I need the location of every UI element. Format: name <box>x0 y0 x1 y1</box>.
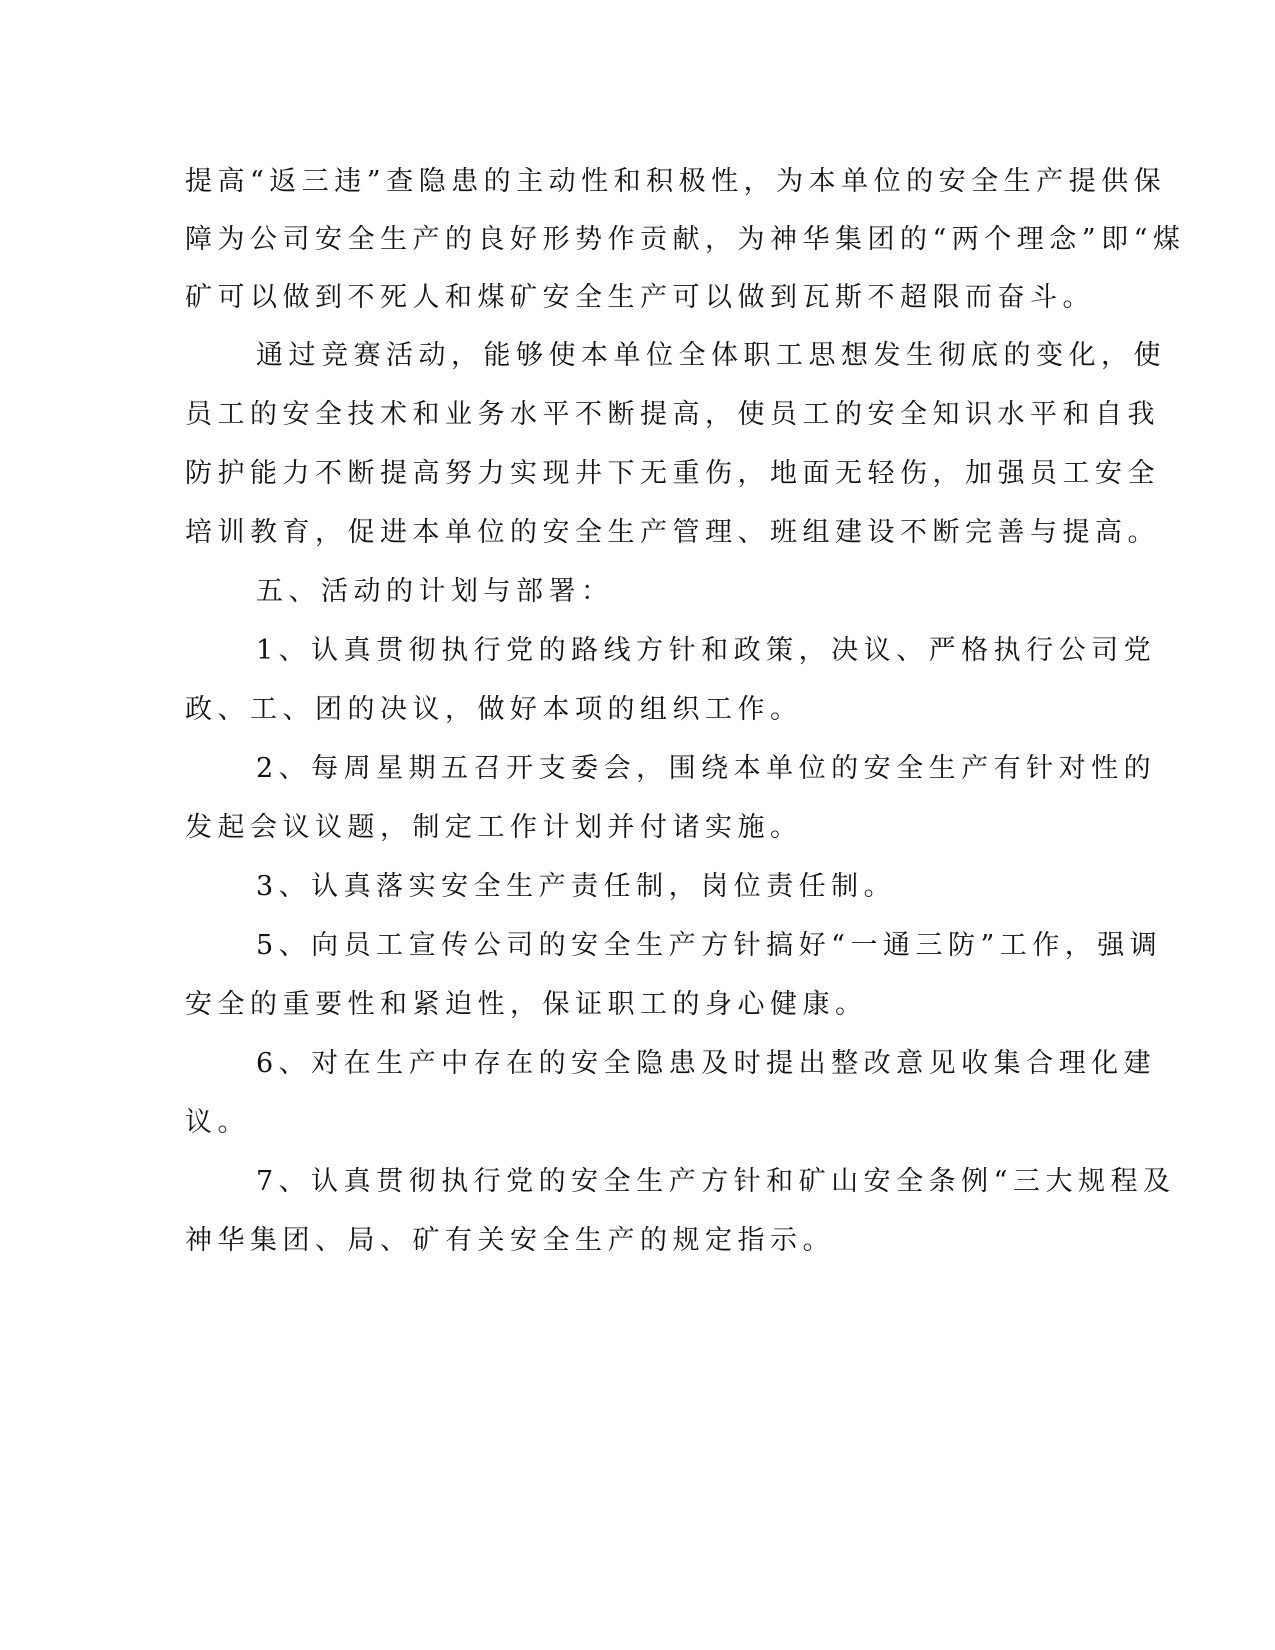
text-line: 5、向员工宣传公司的安全生产方针搞好“一通三防”工作，强调 <box>256 930 1163 961</box>
text-line: 政、工、团的决议，做好本项的组织工作。 <box>185 694 803 725</box>
text-line: 提高“返三违”查隐患的主动性和积极性，为本单位的安全生产提供保 <box>185 166 1167 197</box>
text-line: 神华集团、局、矿有关安全生产的规定指示。 <box>185 1225 835 1256</box>
text-line: 矿可以做到不死人和煤矿安全生产可以做到瓦斯不超限而奋斗。 <box>185 282 1095 313</box>
text-line: 员工的安全技术和业务水平不断提高，使员工的安全知识水平和自我 <box>185 399 1160 430</box>
text-line: 培训教育，促进本单位的安全生产管理、班组建设不断完善与提高。 <box>185 517 1160 548</box>
text-line: 防护能力不断提高努力实现井下无重伤，地面无轻伤，加强员工安全 <box>185 458 1160 489</box>
text-line: 3、认真落实安全生产责任制，岗位责任制。 <box>256 871 897 902</box>
text-line: 障为公司安全生产的良好形势作贡献，为神华集团的“两个理念”即“煤 <box>185 224 1186 255</box>
text-line: 2、每周星期五召开支委会，围绕本单位的安全生产有针对性的 <box>256 753 1157 784</box>
text-line: 通过竞赛活动，能够使本单位全体职工思想发生彻底的变化，使 <box>256 340 1166 371</box>
text-line: 发起会议议题，制定工作计划并付诸实施。 <box>185 812 803 843</box>
section-heading: 五、活动的计划与部署： <box>256 576 614 607</box>
text-line: 议。 <box>185 1107 250 1138</box>
text-line: 7、认真贯彻执行党的安全生产方针和矿山安全条例“三大规程及 <box>256 1166 1176 1197</box>
text-line: 安全的重要性和紧迫性，保证职工的身心健康。 <box>185 989 868 1020</box>
text-line: 1、认真贯彻执行党的路线方针和政策，决议、严格执行公司党 <box>256 635 1157 666</box>
text-line: 6、对在生产中存在的安全隐患及时提出整改意见收集合理化建 <box>256 1048 1157 1079</box>
